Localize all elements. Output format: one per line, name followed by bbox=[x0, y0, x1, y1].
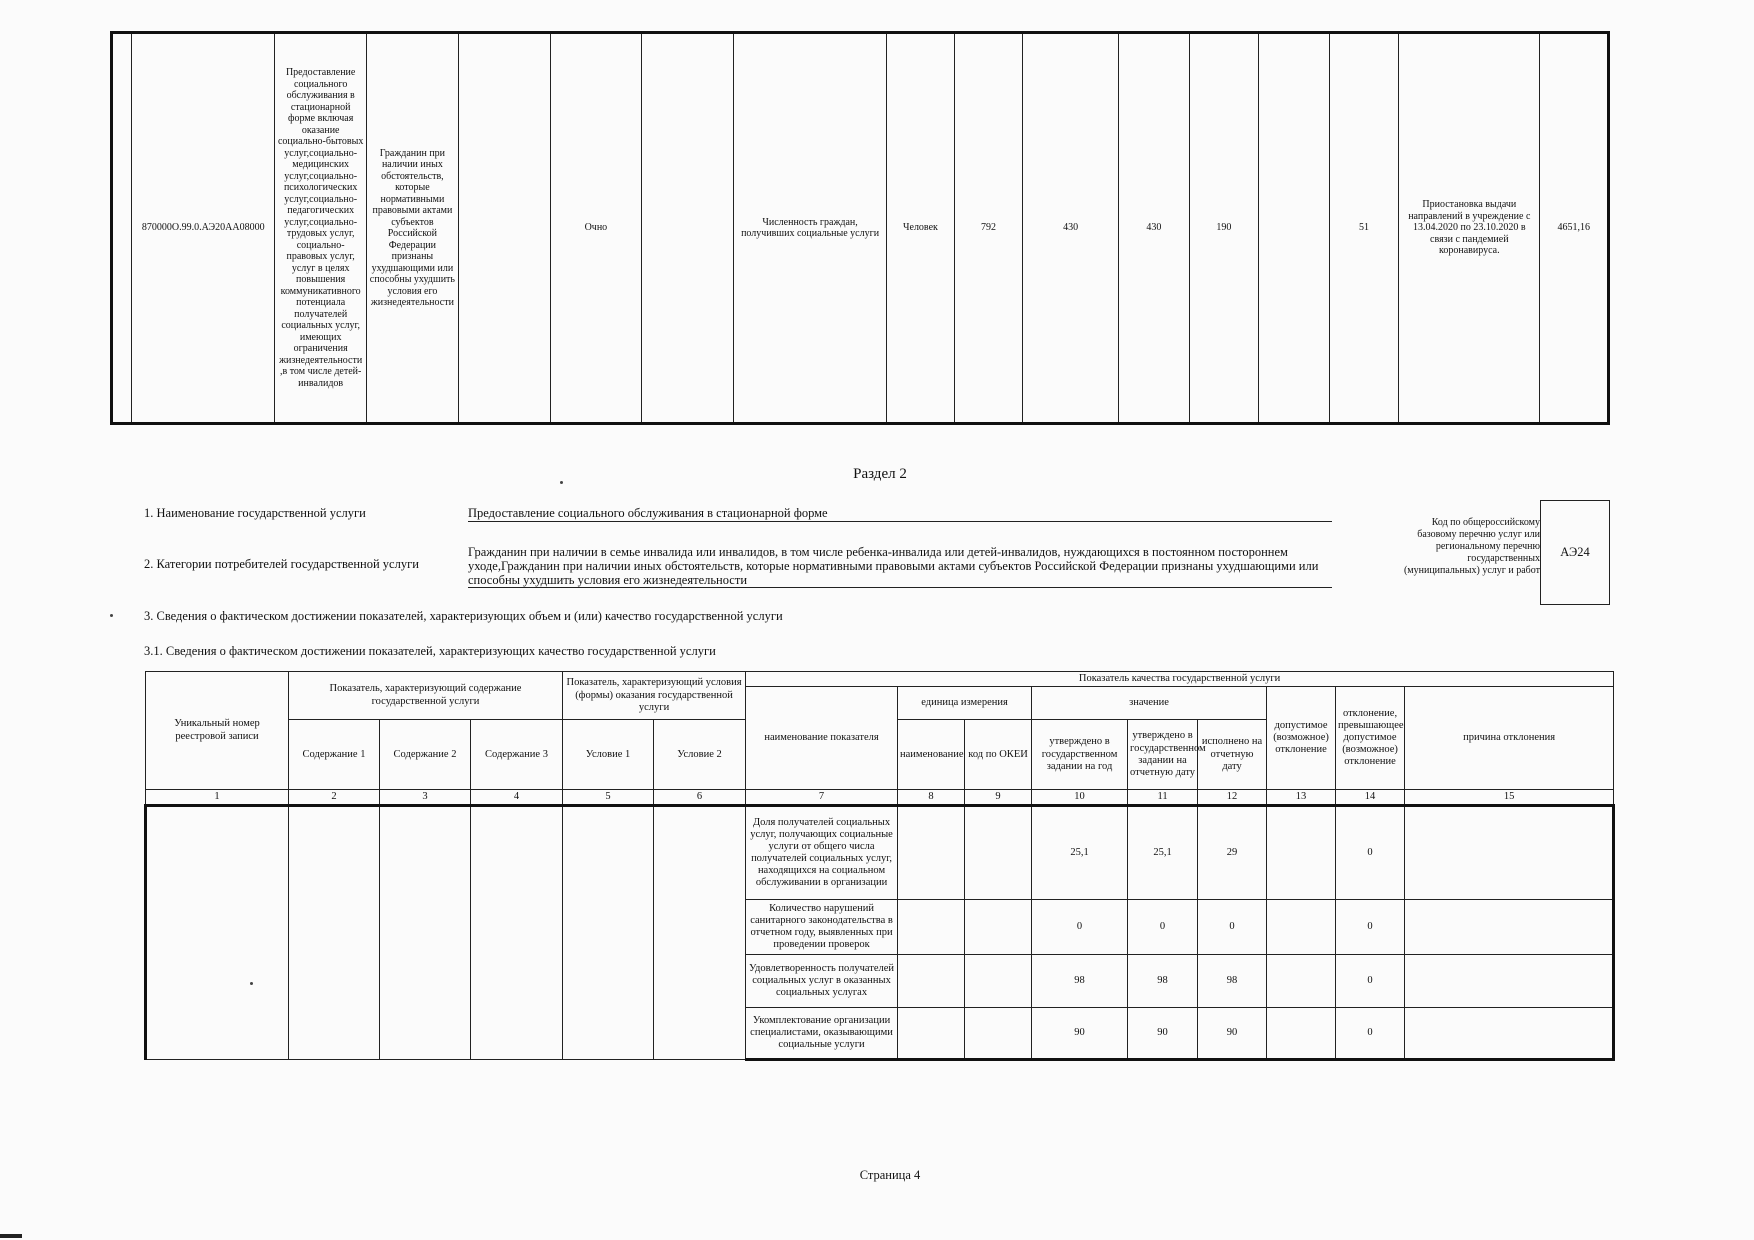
column-number-row bbox=[146, 790, 1614, 806]
header-conditions: Показатель, характеризующий условия (формы) оказания государственной услуги bbox=[563, 672, 746, 720]
sub-approved-date: утверждено в государственном задании на отчетную дату bbox=[1128, 720, 1198, 790]
top-approved-year-cell: 430 bbox=[1023, 33, 1119, 424]
exceed-cell: 0 bbox=[1336, 900, 1405, 955]
okei-cell bbox=[965, 900, 1032, 955]
header-allowed-deviation: допустимое (возможное) отклонение bbox=[1267, 687, 1336, 790]
table-row bbox=[146, 806, 1614, 900]
consumer-category-label: 2. Категории потребителей государственной услуги bbox=[144, 557, 419, 571]
consumer-category-value: Гражданин при наличии в семье инвалида или инвалидов, в том числе ребенка-инвалида или детей-инвалидов, нуждающихся в постоянном постороннем уходе,Гражданин при наличии иных обстоятельств, которые нормативными правовыми актами субъектов Российской Федерации признаны ухудшающими или способны ухудшить условия его жизнедеятельности bbox=[468, 545, 1332, 588]
done-cell: 0 bbox=[1198, 900, 1267, 955]
scan-edge-mark bbox=[0, 1234, 22, 1238]
header-indicator-name: наименование показателя bbox=[746, 687, 898, 790]
header-deviation-reason: причина отклонения bbox=[1405, 687, 1614, 790]
quality-table bbox=[144, 671, 1615, 1061]
col-num: 15 bbox=[1405, 790, 1614, 806]
approved-date-cell: 0 bbox=[1128, 900, 1198, 955]
allowed-cell bbox=[1267, 806, 1336, 900]
col-num: 8 bbox=[898, 790, 965, 806]
allowed-cell bbox=[1267, 900, 1336, 955]
service-name-label: 1. Наименование государственной услуги bbox=[144, 506, 366, 520]
indicator-name-cell: Доля получателей социальных услуг, получающих социальные услуги от общего числа получателей социальных услуг, находящихся на социальном обслуживании в организации bbox=[746, 806, 898, 900]
done-cell: 29 bbox=[1198, 806, 1267, 900]
col-num: 7 bbox=[746, 790, 898, 806]
approved-date-cell: 98 bbox=[1128, 955, 1198, 1008]
condition1-cell bbox=[563, 806, 654, 1060]
approved-date-cell: 25,1 bbox=[1128, 806, 1198, 900]
indicator-name-cell: Удовлетворенность получателей социальных услуг в оказанных социальных услугах bbox=[746, 955, 898, 1008]
scan-speck bbox=[250, 982, 253, 985]
section31-heading: 3.1. Сведения о фактическом достижении показателей, характеризующих качество государственной услуги bbox=[144, 644, 716, 658]
col-num: 12 bbox=[1198, 790, 1267, 806]
code-box-label: Код по общероссийскому базовому перечню услуг или региональному перечню государственных (муниципальных) услуг и работ bbox=[1403, 517, 1540, 576]
top-content2-cell: Гражданин при наличии иных обстоятельств, которые нормативными правовыми актами субъектов Российской Федерации признаны ухудшающими или способны ухудшить условия его жизнедеятельности bbox=[367, 33, 459, 424]
top-okei-cell: 792 bbox=[954, 33, 1023, 424]
col-num: 9 bbox=[965, 790, 1032, 806]
done-cell: 90 bbox=[1198, 1008, 1267, 1060]
col-num: 14 bbox=[1336, 790, 1405, 806]
sub-unit-name: наименование bbox=[898, 720, 965, 790]
exceed-cell: 0 bbox=[1336, 1008, 1405, 1060]
header-content: Показатель, характеризующий содержание государственной услуги bbox=[289, 672, 563, 720]
page-footer: Страница 4 bbox=[859, 1168, 921, 1182]
reason-cell bbox=[1405, 806, 1614, 900]
top-unit-cell: Человек bbox=[887, 33, 955, 424]
header-unique-number: Уникальный номер реестровой записи bbox=[146, 672, 289, 790]
top-content1-cell: Предоставление социального обслуживания в стационарной форме включая оказание социально-бытовых услуг,социально-медицинских услуг,социально-психологических услуг,социально-педагогических услуг,социально-трудовых услуг, социально-правовых услуг, услуг в целях повышения коммуникативного потенциала получателей социальных услуг, имеющих ограничения жизнедеятельности ,в том числе детей-инвалидов bbox=[275, 33, 367, 424]
exceed-cell: 0 bbox=[1336, 806, 1405, 900]
unit-name-cell bbox=[898, 955, 965, 1008]
header-exceed-deviation: отклонение, превышающее допустимое (возможное) отклонение bbox=[1336, 687, 1405, 790]
col-num: 5 bbox=[563, 790, 654, 806]
approved-year-cell: 0 bbox=[1032, 900, 1128, 955]
sub-content1: Содержание 1 bbox=[289, 720, 380, 790]
indicator-name-cell: Укомплектование организации специалистами, оказывающими социальные услуги bbox=[746, 1008, 898, 1060]
unit-name-cell bbox=[898, 1008, 965, 1060]
top-table-row bbox=[112, 33, 1609, 424]
sub-condition2: Условие 2 bbox=[654, 720, 746, 790]
col-num: 11 bbox=[1128, 790, 1198, 806]
sub-condition1: Условие 1 bbox=[563, 720, 654, 790]
content2-cell bbox=[380, 806, 471, 1060]
reason-cell bbox=[1405, 1008, 1614, 1060]
col-num: 13 bbox=[1267, 790, 1336, 806]
unique-number-cell bbox=[146, 806, 289, 1060]
exceed-cell: 0 bbox=[1336, 955, 1405, 1008]
approved-year-cell: 98 bbox=[1032, 955, 1128, 1008]
sub-approved-year: утверждено в государственном задании на год bbox=[1032, 720, 1128, 790]
top-done-cell: 190 bbox=[1189, 33, 1259, 424]
content1-cell bbox=[289, 806, 380, 1060]
col-num: 3 bbox=[380, 790, 471, 806]
scan-speck bbox=[560, 481, 563, 484]
top-indicator-cell: Численность граждан, получивших социальные услуги bbox=[733, 33, 886, 424]
section3-heading: 3. Сведения о фактическом достижении показателей, характеризующих объем и (или) качество государственной услуги bbox=[144, 609, 783, 623]
section-title: Раздел 2 bbox=[853, 466, 907, 482]
content3-cell bbox=[471, 806, 563, 1060]
col-num: 1 bbox=[146, 790, 289, 806]
col-num: 4 bbox=[471, 790, 563, 806]
sub-done: исполнено на отчетную дату bbox=[1198, 720, 1267, 790]
okei-cell bbox=[965, 806, 1032, 900]
reason-cell bbox=[1405, 955, 1614, 1008]
indicator-name-cell: Количество нарушений санитарного законодательства в отчетном году, выявленных при проведении проверок bbox=[746, 900, 898, 955]
allowed-cell bbox=[1267, 1008, 1336, 1060]
top-code-cell: 870000О.99.0.АЭ20АА08000 bbox=[132, 33, 275, 424]
top-form-cell: Очно bbox=[550, 33, 642, 424]
top-exceed-cell: 51 bbox=[1329, 33, 1399, 424]
scan-speck bbox=[110, 614, 113, 617]
approved-year-cell: 90 bbox=[1032, 1008, 1128, 1060]
sub-okei-code: код по ОКЕИ bbox=[965, 720, 1032, 790]
top-price-cell: 4651,16 bbox=[1540, 33, 1609, 424]
sub-content2: Содержание 2 bbox=[380, 720, 471, 790]
col-num: 10 bbox=[1032, 790, 1128, 806]
approved-date-cell: 90 bbox=[1128, 1008, 1198, 1060]
header-unit: единица измерения bbox=[898, 687, 1032, 720]
top-reason-cell: Приостановка выдачи направлений в учреждение с 13.04.2020 по 23.10.2020 в связи с пандемией коронавируса. bbox=[1399, 33, 1540, 424]
approved-year-cell: 25,1 bbox=[1032, 806, 1128, 900]
col-num: 2 bbox=[289, 790, 380, 806]
okei-cell bbox=[965, 1008, 1032, 1060]
okei-cell bbox=[965, 955, 1032, 1008]
top-approved-date-cell: 430 bbox=[1119, 33, 1190, 424]
condition2-cell bbox=[654, 806, 746, 1060]
top-cond2-cell bbox=[642, 33, 734, 424]
allowed-cell bbox=[1267, 955, 1336, 1008]
top-allowed-cell bbox=[1259, 33, 1330, 424]
unit-name-cell bbox=[898, 806, 965, 900]
top-table bbox=[110, 31, 1610, 425]
code-box-value: АЭ24 bbox=[1560, 545, 1590, 559]
sub-content3: Содержание 3 bbox=[471, 720, 563, 790]
header-quality: Показатель качества государственной услуги bbox=[746, 672, 1614, 687]
unit-name-cell bbox=[898, 900, 965, 955]
col-num: 6 bbox=[654, 790, 746, 806]
top-content3-cell bbox=[458, 33, 550, 424]
reason-cell bbox=[1405, 900, 1614, 955]
header-value: значение bbox=[1032, 687, 1267, 720]
service-name-value: Предоставление социального обслуживания в стационарной форме bbox=[468, 506, 1332, 522]
code-box bbox=[1540, 500, 1610, 605]
done-cell: 98 bbox=[1198, 955, 1267, 1008]
top-gap-cell bbox=[112, 33, 132, 424]
